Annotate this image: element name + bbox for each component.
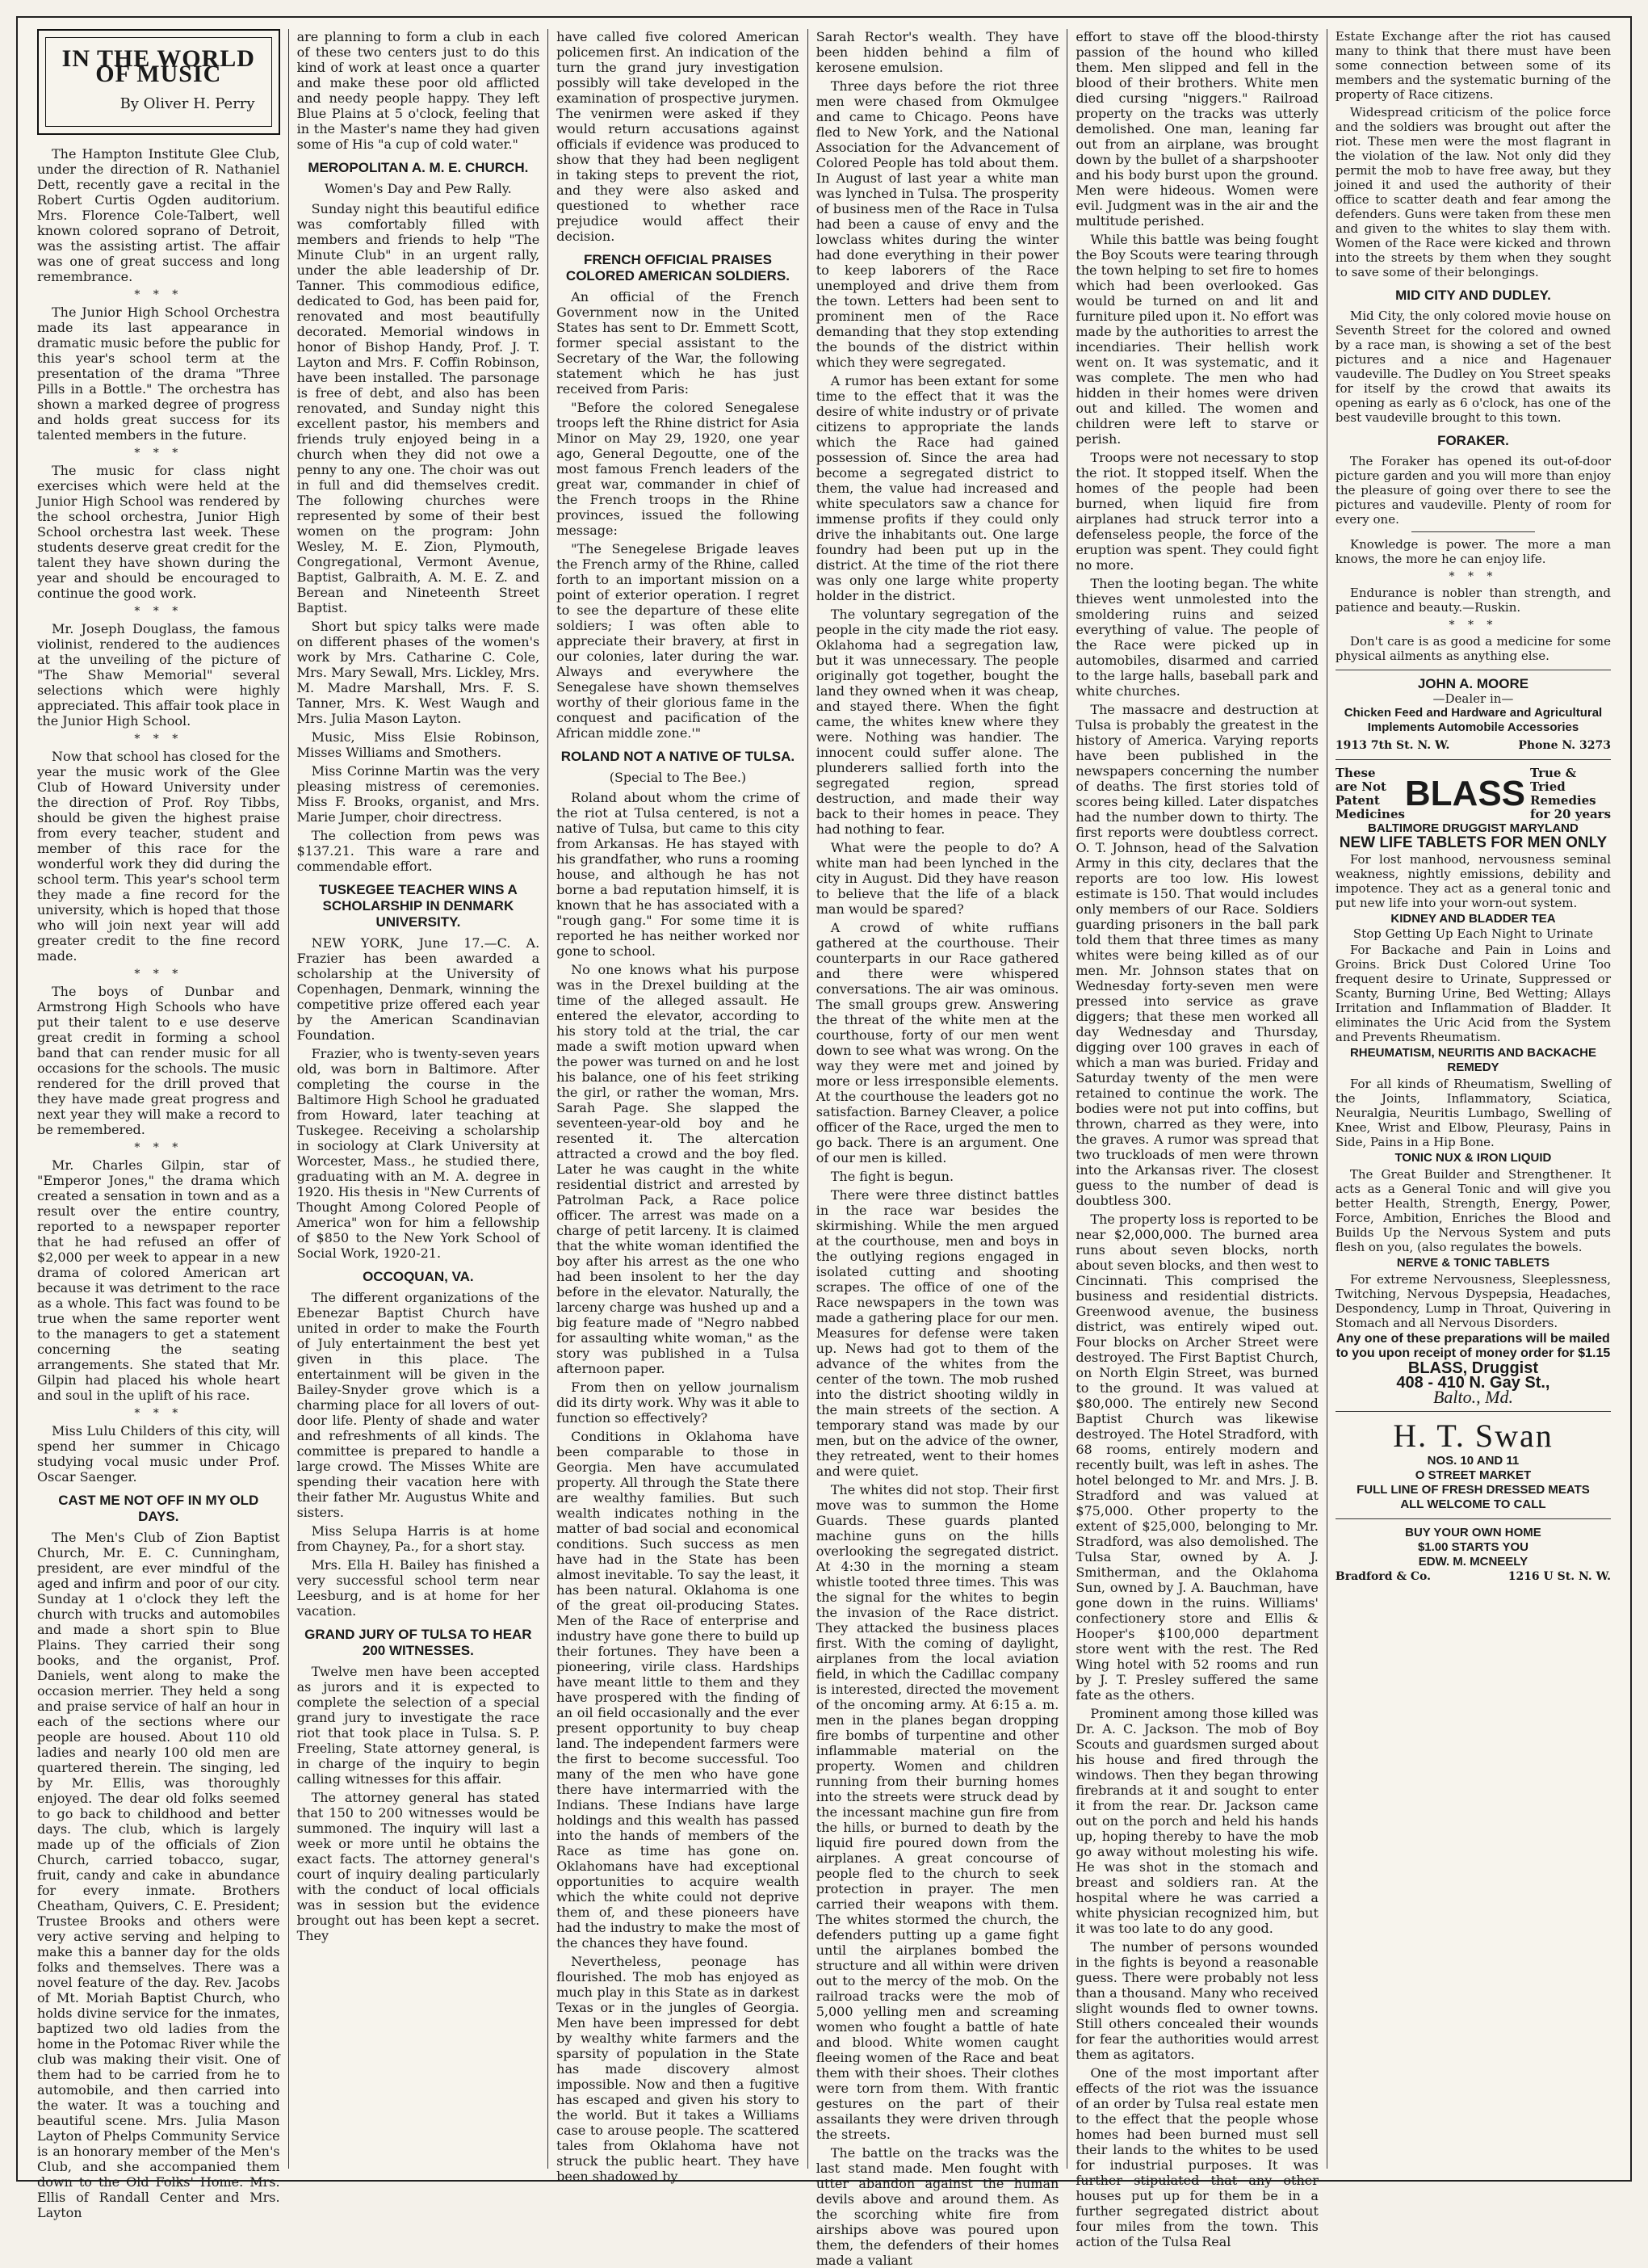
article-paragraph: are planning to form a club in each of these two centers just to do this kind of work at least once a quarter and make these poor old afflicted and needy people happy. They left Blue Plains at 5 o'clock, feeling that in the Master's name they had given some of His "a cup of cold water." bbox=[296, 29, 540, 152]
article-paragraph: effort to stave off the blood-thirsty passion of the hound who killed them. Men slipped and fell in the blood of their brothers. White men died cursing "niggers." Railroad property on the tracks was utterly demolished. One man, leaning far out from an airplane, was brought down by the bullet of a sharpshooter and his body burst upon the ground. Men were hideous. Women were evil. Judgment was in the air and the multitude perished. bbox=[1076, 29, 1319, 229]
article-paragraph: The property loss is reported to be near $2,000,000. The burned area runs about seven blocks, north about seven blocks, and then west to Cincinnati. This comprised the business and residential districts. Greenwood avenue, the business district, was entirely wiped out. Four blocks on Archer Street were destroyed. The First Baptist Church, on North Elgin Street, was burned to the ground. It was valued at $80,000. The entirely new Second Baptist Church was likewise destroyed. The Hotel Stradford, with 68 rooms, entirely modern and recently built, was left in ashes. The hotel belonged to Mr. and Mrs. J. B. Stradford and was valued at $75,000. Other property to the extent of $25,000, belonging to Mr. Stradford, was also demolished. The Tulsa Star, owned by A. J. Smitherman, and the Oklahoma Sun, owned by J. A. Bauchman, have gone down in the ruins. Williams' confectionery store and Ellis & Hooper's $100,000 department store went with the rest. The Red Wing hotel with 52 rooms and run by J. T. Presley suffered the same fate as the others. bbox=[1076, 1212, 1319, 1703]
divider-rule bbox=[1411, 531, 1536, 532]
article-paragraph: Then the looting began. The white thieves went unmolested into the smoldering ruins and seized everything of value. The people of the Race were picked up in automobiles, disarmed and carried to the large halls, baseball park and white churches. bbox=[1076, 576, 1319, 699]
article-paragraph: The number of persons wounded in the fights is beyond a reasonable guess. There were probably not less than a thousand. Many who received slight wounds fled to owner towns. Still others concealed their wounds for fear the authorities would arrest them as agitators. bbox=[1076, 1939, 1319, 2062]
column-grid bbox=[29, 29, 1619, 2268]
article-paragraph: Mr. Joseph Douglass, the famous violinist, rendered to the audiences at the unveiling of the picture of "The Shaw Memorial" several selections which were highly appreciated. This affair took place in the Junior High School. bbox=[37, 621, 280, 729]
ad-blass-right-line: True & Tried Remedies for 20 years bbox=[1530, 766, 1612, 821]
article-paragraph: Short but spicy talks were made on different phases of the women's work by Mrs. Catharine C. Cole, Mrs. Mary Sewall, Mrs. Lickley, Mrs. M. Madre Marshall, Mrs. F. S. Tanner, Mrs. K. West Waugh and Mrs. Julia Mason Layton. bbox=[296, 619, 540, 726]
column-2-text bbox=[297, 29, 540, 1943]
ad-blass-tonic-head: TONIC NUX & IRON LIQUID bbox=[1394, 1151, 1552, 1165]
ad-moore-goods: Chicken Feed and Hardware and Agricultural Implements Automobile Accessories bbox=[1344, 706, 1603, 734]
article-paragraph: The collection from pews was $137.21. This ware a rare and commendable effort. bbox=[296, 828, 540, 874]
column-1 bbox=[29, 29, 288, 2220]
ad-swan-nos: NOS. 10 AND 11 bbox=[1427, 1454, 1520, 1468]
ad-blass-life-text: For lost manhood, nervousness seminal weakness, nightly emissions, debility and impotence. They act as a general tonic and put new life into your worn-out system. bbox=[1335, 852, 1612, 910]
article-paragraph: "Before the colored Senegalese troops left the Rhine district for Asia Minor on May 29, 1920, one year ago, General Degoutte, one of the most famous French leaders of the great war, commander in chief of the French troops in the Rhine provinces, issued the following message: bbox=[556, 400, 799, 538]
ad-blass bbox=[1336, 759, 1611, 1405]
article-paragraph: From then on yellow journalism did its dirty work. Why was it able to function so effectively? bbox=[556, 1380, 799, 1426]
ad-blass-offer: Any one of these preparations will be mailed to you upon receipt of money order for $1.15 bbox=[1336, 1332, 1611, 1360]
ad-blass-tonic-text: The Great Builder and Strengthener. It acts as a General Tonic and will give you better Health, Strength, Energy, Power, Force, Ambition, Enriches the Blood and Builds Up the Nervous System and puts flesh on you, (also regulates the bowels. bbox=[1335, 1167, 1612, 1254]
article-paragraph: Frazier, who is twenty-seven years old, was born in Baltimore. After completing the course in the Baltimore High School he graduated from Howard, later teaching at Tuskegee. Receiving a scholarship in sociology at Clark University at Worcester, Mass., he studied there, graduating with an M. A. degree in 1920. His thesis in "New Currents of Thought Among Colored People of America" won for him a fellowship of $850 to the New York School of Social Work, 1920-21. bbox=[296, 1046, 540, 1261]
headline: MEROPOLITAN A. M. E. CHURCH. bbox=[308, 160, 529, 175]
article-paragraph: The fight is begun. bbox=[830, 1169, 954, 1184]
article-paragraph: Troops were not necessary to stop the riot. It stopped itself. When the homes of the people had been burned, when liquid fire from airplanes had struck terror into a defenseless people, the force of the eruption was spent. They could fight no more. bbox=[1076, 450, 1319, 573]
article-paragraph: Miss Selupa Harris is at home from Chayney, Pa., for a short stay. bbox=[296, 1523, 540, 1554]
headline: TUSKEGEE TEACHER WINS A SCHOLARSHIP IN DENMARK UNIVERSITY. bbox=[318, 882, 518, 930]
headline: FRENCH OFFICIAL PRAISES COLORED AMERICAN SOLDIERS. bbox=[565, 252, 790, 284]
article-paragraph: Miss Lulu Childers of this city, will spend her summer in Chicago studying vocal music under Prof. Oscar Saenger. bbox=[37, 1423, 280, 1485]
ad-moore-contact bbox=[1336, 738, 1611, 753]
article-paragraph: Sarah Rector's wealth. They have been hidden behind a film of kerosene emulsion. bbox=[816, 29, 1059, 75]
article-paragraph: Twelve men have been accepted as jurors and it is expected to complete the selection of a special grand jury to investigate the race riot that took place in Tulsa. S. P. Freeling, State attorney general, is in charge of the inquiry to begin calling witnesses for this affair. bbox=[296, 1664, 540, 1787]
ad-blass-rheum-text: For all kinds of Rheumatism, Swelling of the Joints, Inflammatory, Sciatica, Neuralgia, Neuritis Lumbago, Swelling of Knee, Wrist and Elbow, Pleurasy, Pains in Side, Pains in a Hip Bone. bbox=[1335, 1077, 1612, 1149]
column-2 bbox=[288, 29, 548, 2169]
article-paragraph: Now that school has closed for the year the music work of the Glee Club of Howard University under the direction of Prof. Roy Tibbs, should be given the highest praise from every teacher, student and member of this race for the wonderful work they did during the school term. This year's school term they made a fine record for the university, which is hoped that those who will join next year will add greater credit to the fine record made. bbox=[37, 749, 280, 964]
headline: FORAKER. bbox=[1437, 433, 1509, 448]
article-paragraph: The different organizations of the Ebenezar Baptist Church have united in order to make the Fourth of July entertainment the best yet given in this place. The entertainment will be given in the Bailey-Snyder grove which is a charming place for all lovers of out-door life. Plenty of shade and water and refreshments of all kinds. The committee is prepared to handle a large crowd. The Misses White are spending their vacation here with their father Mr. Augustus White and sisters. bbox=[296, 1290, 540, 1520]
column-5-text bbox=[1076, 29, 1319, 2249]
article-paragraph: The Foraker has opened its out-of-door picture garden and you will more than enjoy the pleasure of going over there to see the pictures and vaudeville. Plenty of room for every one. bbox=[1335, 454, 1612, 527]
column-6 bbox=[1327, 29, 1619, 2169]
headline: GRAND JURY OF TULSA TO HEAR 200 WITNESSES. bbox=[304, 1627, 532, 1658]
ad-blass-kidney-sub: Stop Getting Up Each Night to Urinate bbox=[1352, 926, 1593, 941]
article-paragraph: The Men's Club of Zion Baptist Church, Mr. E. C. Cunningham, president, are ever mindful of the aged and infirm and poor of our city. Sunday at 1 o'clock they left the church with trucks and automobiles and made a short spin to Blue Plains. They carried their song books, and the organist, Prof. Daniels, went along to make the occasion merrier. They held a song and praise service of half an hour in each of the sections where our people are housed. About 110 old ladies and nearly 100 old men are quartered therein. The singing, led by Mr. Ellis, was thoroughly enjoyed. The dear old folks seemed to go back to childhood and better days. The club, which is largely made up of the officials of Zion Church, carried tobacco, sugar, fruit, candy and cake in abundance for every inmate. Brothers Cheatham, Quivers, C. E. President; Trustee Brooks and others were very active serving and helping to make this a banner day for the olds folks and themselves. There was a novel feature of the day. Rev. Jacobs of Mt. Moriah Baptist Church, who holds divine service for the inmates, baptized two old ladies from the home in the Potomac River while the club was making their visit. One of them had to be carried from he to automobile, and then carried into the water. It was a touching and beautiful scene. Mrs. Julia Mason Layton of Phelps Community Service is an honorary member of the Men's Club, and she accompanied them down to the Old Folks' Home. Mrs. Ellis of Randall Center and Mrs. Layton bbox=[37, 1530, 280, 2220]
section-divider-stars: * * * bbox=[134, 1141, 183, 1154]
ad-moore-name: JOHN A. MOORE bbox=[1417, 676, 1529, 691]
article-paragraph: Miss Corinne Martin was the very pleasing mistress of ceremonies. Miss F. Brooks, organist, and Mrs. Marie Jumper, choir directress. bbox=[296, 763, 540, 825]
masthead-inner bbox=[45, 37, 272, 127]
ad-blass-kidney-head: KIDNEY AND BLADDER TEA bbox=[1390, 912, 1556, 926]
column-3 bbox=[547, 29, 807, 2184]
article-paragraph: Music, Miss Elsie Robinson, Misses Williams and Smothers. bbox=[296, 729, 540, 760]
column-1-text bbox=[37, 146, 280, 2220]
section-divider-stars: * * * bbox=[1449, 570, 1498, 583]
article-paragraph: have called five colored American policemen first. An indication of the turn the grand jury investigation possibly will take developed in the examination of prospective jurymen. The venirmen were asked if they would return accusations against officials if evidence was produced to show that they had been negligent in taking steps to prevent the riot, and they were also asked and questioned to whether race prejudice would affect their decision. bbox=[556, 29, 799, 244]
column-3-text bbox=[556, 29, 799, 2184]
article-paragraph: The voluntary segregation of the people in the city made the riot easy. Oklahoma had a segregation law, but it was unnecessary. The people originally got together, bought the land they owned when it was cheap, and stayed there. When the fight came, the whites knew where they were. Nothing was handier. The innocent could suffer alone. The plunderers sallied forth into the segregated region, spread destruction, and made their way back to their homes in peace. They had nothing to fear. bbox=[816, 607, 1059, 837]
section-divider-stars: * * * bbox=[134, 447, 183, 460]
ad-moore-address: 1913 7th St. N. W. bbox=[1335, 739, 1450, 752]
article-paragraph: The boys of Dunbar and Armstrong High Schools who have put their talent to e use deserve great credit in forming a school band that can render music for all occasions for the schools. The music rendered for the drill proved that they have made great progress and next year they will make a record to be remembered. bbox=[37, 984, 280, 1137]
article-paragraph: Don't care is as good a medicine for some physical ailments as anything else. bbox=[1335, 634, 1612, 663]
article-paragraph: The whites did not stop. Their first move was to summon the Home Guards. These guards planted machine guns on the hills overlooking the segregated district. At 4:30 in the morning a steam whistle tooted three times. This was the signal for the whites to begin the invasion of the Race district. They attacked the business places first. With the coming of daylight, airplanes from the local aviation field, in which the Cadillac company is interested, directed the movement of the oncoming army. At 6:15 a. m. men in the planes began dropping fire bombs of turpentine and other inflammable material on the property. Women and children running from their burning homes into the streets were struck dead by the incessant machine gun fire from the hills, or burned to death by the liquid fire poured down from the airplanes. A great concourse of people fled to the church to seek protection in prayer. The men carried their weapons with them. The whites stormed the church, the defenders putting up a game fight until the airplanes bombed the structure and all within were driven out to the mercy of the mob. On the railroad tracks were the mob of 5,000 yelling men and screaming women who fought a battle of hate and blood. White women caught fleeing women of the Race and beat them with their shoes. Their clothes were torn from them. With frantic gestures on the part of their assailants they were driven through the streets. bbox=[816, 1482, 1059, 2142]
article-paragraph: Prominent among those killed was Dr. A. C. Jackson. The mob of Boy Scouts and guardsmen surged about his house and fired through the windows. Then they began throwing firebrands at it and sought to enter it from the rear. Dr. Jackson came out on the porch and held his hands up, hoping thereby to have the mob go away without molesting his wife. He was shot in the stomach and breast and soldiers ran. At the hospital where he was carried a white physician recognized him, but it was too late to do any good. bbox=[1076, 1706, 1319, 1936]
ad-home-footer bbox=[1336, 1569, 1611, 1584]
article-paragraph: The Junior High School Orchestra made its last appearance in dramatic music before the public for this year's school term at the presentation of the drama "Three Pills in a Bottle." The orchestra has shown a marked degree of progress and holds great success for its talented members in the future. bbox=[37, 304, 280, 443]
article-paragraph: Mr. Charles Gilpin, star of "Emperor Jones," the drama which created a sensation in town and as a result over the entire country, reported to a newspaper reporter that he had refused an offer of $2,000 per week to appear in a new drama of colored American art because it was detriment to the race as a whole. This fact was found to be true when the same reporter went to the managers to get a statement concerning the seating arrangements. She stated that Mr. Gilpin had placed his whole heart and soul in the uplift of his race. bbox=[37, 1157, 280, 1403]
masthead-byline: By Oliver H. Perry bbox=[120, 95, 255, 112]
ad-blass-kidney-text: For Backache and Pain in Loins and Groins. Brick Dust Colored Urine Too frequent desire to Urinate, Suppressed or Scanty, Burning Urine, Bed Wetting; Allays Irritation and Inflammation of Bladder. It eliminates the Uric Acid from the System and Prevents Rheumatism. bbox=[1335, 943, 1612, 1044]
newspaper-page bbox=[16, 16, 1632, 2268]
section-divider-stars: * * * bbox=[134, 1407, 183, 1420]
article-paragraph: The music for class night exercises which were held at the Junior High School was rendered by the school orchestra, Junior High School orchestra last week. These students deserve great credit for the talent they have shown during the year and should be encouraged to continue the good work. bbox=[37, 463, 280, 601]
article-paragraph: Knowledge is power. The more a man knows, the more he can enjoy life. bbox=[1335, 537, 1612, 566]
section-divider-stars: * * * bbox=[134, 733, 183, 746]
article-paragraph: Sunday night this beautiful edifice was comfortably filled with members and friends to help "The Minute Club" in an urgent rally, under the able leadership of Dr. Tanner. This commodious edifice, dedicated to God, has been paid for, renovated and most beautifully decorated. Memorial windows in honor of Bishop Handy, Prof. J. T. Layton and Mrs. F. Coffin Robinson, have been installed. The parsonage is free of debt, and also has been renovated, and Sunday night this excellent pastor, his members and friends truly enjoyed being in a church when they did not owe a penny to any one. The choir was out in full and did themselves credit. The following churches were represented by some of their best women on the program: John Wesley, M. E. Zion, Plymouth, Congregational, Vermont Avenue, Baptist, Galbraith, A. M. E. Z. and Berean and Nineteenth Street Baptist. bbox=[296, 201, 540, 615]
article-paragraph: What were the people to do? A white man had been lynched in the city in August. Did they have reason to believe that the life of a black man would be spared? bbox=[816, 840, 1059, 917]
ad-moore-dealer: —Dealer in— bbox=[1432, 691, 1514, 706]
article-paragraph: The battle on the tracks was the last stand made. Men fought with utter abandon against the human devils above and around them. As the scorching white fire from airships above was poured upon them, the defenders of their homes made a valiant bbox=[816, 2145, 1059, 2268]
ad-blass-left-line: These are Not Patent Medicines bbox=[1335, 766, 1405, 821]
article-paragraph: Mrs. Ella H. Bailey has finished a very successful school term near Leesburg, and is at home for her vacation. bbox=[296, 1557, 540, 1619]
headline: MID CITY AND DUDLEY. bbox=[1395, 288, 1551, 303]
article-paragraph: "The Senegelese Brigade leaves the French army of the Rhine, called forth to an important mission on a point of exterior operation. I regret to see the departure of these elite soldiers; I was often able to appreciate their bravery, at first in our colonies, later during the war. Always and everywhere the Senegalese have shown themselves worthy of their glorious fame in the conquest and pacification of the African middle zone.'" bbox=[556, 541, 799, 741]
ad-blass-header bbox=[1336, 766, 1611, 821]
article-paragraph: Three days before the riot three men were chased from Okmulgee and came to Chicago. Peons have fled to New York, and the National Association for the Advancement of Colored People has told about them. In August of last year a white man was lynched in Tulsa. The prosperity of business men of the Race in Tulsa had been a cause of envy and the lowclass whites during the winter had done everything in their power to keep laborers of the Race unemployed and drive them from the town. Letters had been sent to prominent men of the Race demanding that they stop extending the bounds of the district within which they were segregated. bbox=[816, 78, 1059, 370]
ad-blass-rheum-head: RHEUMATISM, NEURITIS AND BACKACHE REMEDY bbox=[1349, 1046, 1596, 1074]
article-paragraph: The attorney general has stated that 150 to 200 witnesses would be summoned. The inquiry will last a week or more until he obtains the exact facts. The attorney general's court of inquiry dealing particularly with the conduct of local officials was in session but the evidence brought out has been kept a secret. They bbox=[296, 1790, 540, 1943]
article-paragraph: No one knows what his purpose was in the Drexel building at the time of the alleged assault. He entered the elevator, according to his story told at the trial, the car made a swift motion upward when the power was turned on and he lost his balance, one of his feet striking the girl, or rather the woman, Mrs. Sarah Page. She slapped the seventeen-year-old boy and he resented it. The altercation attracted a crowd and the boy fled. Later he was caught in the white residential district and arrested by Patrolman Pack, a Race police officer. The arrest was made on a charge of petit larceny. It is claimed that the white woman identified the boy after his arrest as the one who had been insolent to her the day before in the elevator. Naturally, the larceny charge was hushed up and a big feature made of "Negro nabbed for assaulting white woman," as the story was published in a Tulsa afternoon paper. bbox=[556, 962, 799, 1376]
column-4-text bbox=[816, 29, 1059, 2268]
ad-swan-welcome: ALL WELCOME TO CALL bbox=[1400, 1497, 1546, 1511]
article-paragraph: Nevertheless, peonage has flourished. The mob has enjoyed as much play in this State as in darkest Texas or in the jungles of Georgia. Men have been impressed for debt by wealthy white farmers and the sparsity of population in the State has made discovery almost impossible. Now and then a fugitive has escaped and given his story to the world. But it takes a Williams case to arouse people. The scattered tales from Oklahoma have not struck the public heart. They have been shadowed by bbox=[556, 1954, 799, 2184]
article-paragraph: Roland about whom the crime of the riot at Tulsa centered, is not a native of Tulsa, but came to this city from Arkansas. He has stayed with his grandfather, who runs a rooming house, and although he has not borne a bad reputation himself, it is known that he has associated with a "rough gang." For some time it is reported he has neither worked nor gone to school. bbox=[556, 790, 799, 959]
ad-blass-city: Balto., Md. bbox=[1432, 1387, 1513, 1407]
article-paragraph: An official of the French Government now in the United States has sent to Dr. Emmett Scott, former special assistant to the Secretary of the War, the following statement which he has just received from Paris: bbox=[556, 289, 799, 397]
ad-blass-druggist: BLASS, Druggist bbox=[1407, 1359, 1539, 1377]
article-paragraph: While this battle was being fought the Boy Scouts were tearing through the town helping to set fire to homes which had been overlooked. Gas would be turned on and lit and furniture piled upon it. No effort was made by the authorities to arrest the incendiaries. Their hellish work went on. It was systematic, and it was complete. The men who had hidden in their homes were driven out and killed. The women and children were left to starve or perish. bbox=[1076, 232, 1319, 447]
article-paragraph: The massacre and destruction at Tulsa is probably the greatest in the history of America. Varying reports have been published in the newspapers concerning the number of deaths. The first stories told of scores being killed. Later dispatches had the number down to thirty. The first reports were doubtless correct. O. T. Johnson, head of the Salvation Army in this city, declares that the reports are too low. His lowest estimate is 150. That would includes only members of our Race. Soldiers guarding prisoners in the ball park told them that three times as many whites were being killed as of our men. Mr. Johnson states that on Wednesday forty-seven men were pressed into service as grave diggers; that these men worked all day Wednesday and Thursday, digging over 100 graves in each of which a man was buried. Friday and Saturday twenty of the men were retained to continue the work. The bodies were not put into coffins, but thrown, charred as they were, into the graves. A rumor was spread that two truckloads of men were thrown into the Arkansas river. The closest guess to the number of dead is doubtless 300. bbox=[1076, 702, 1319, 1208]
section-divider-stars: * * * bbox=[1449, 619, 1498, 632]
headline: CAST ME NOT OFF IN MY OLD DAYS. bbox=[58, 1493, 259, 1524]
ad-blass-nerve-head: NERVE & TONIC TABLETS bbox=[1396, 1256, 1550, 1270]
article-paragraph: Estate Exchange after the riot has caused many to think that there must have been some connection between some of its members and the systematic burning of the property of Race citizens. bbox=[1335, 29, 1612, 102]
column-4 bbox=[807, 29, 1067, 2268]
article-paragraph: The Hampton Institute Glee Club, under the direction of R. Nathaniel Dett, recently gave a recital in the Robert Curtis Ogden auditorium. Mrs. Florence Cole-Talbert, well known colored soprano of Detroit, was the assisting artist. The affair was one of great success and long remembrance. bbox=[37, 146, 280, 284]
ad-blass-brand: BLASS bbox=[1404, 774, 1526, 813]
ad-home-firm: Bradford & Co. bbox=[1335, 1570, 1431, 1583]
ad-buy-home bbox=[1336, 1518, 1611, 1584]
article-paragraph: A crowd of white ruffians gathered at the courthouse. Their counterparts in our Race gathered and there were whispered conversations. The air was ominous. The small groups grew. Answering the threat of the white men at the courthouse, forty of our men went down to see what was wrong. On the way they were met and joined by more or less irresponsible elements. At the courthouse the leaders got no satisfaction. Barney Cleaver, a police officer of the Race, urged the men to go back. There is an argument. One of our men is killed. bbox=[816, 920, 1059, 1166]
column-6-text bbox=[1336, 29, 1611, 663]
masthead-box bbox=[37, 29, 280, 135]
section-divider-stars: * * * bbox=[134, 605, 183, 618]
ad-moore-phone: Phone N. 3273 bbox=[1518, 739, 1612, 752]
ad-home-starts: $1.00 STARTS YOU bbox=[1417, 1540, 1528, 1554]
section-divider-stars: * * * bbox=[134, 968, 183, 981]
ad-blass-address: 408 - 410 N. Gay St., bbox=[1396, 1374, 1550, 1392]
ad-home-address: 1216 U St. N. W. bbox=[1508, 1570, 1612, 1583]
subheadline: (Special to The Bee.) bbox=[609, 770, 747, 785]
article-paragraph: Endurance is nobler than strength, and patience and beauty.—Ruskin. bbox=[1335, 586, 1612, 615]
ad-swan-name: H. T. Swan bbox=[1393, 1418, 1554, 1454]
section-divider-stars: * * * bbox=[134, 288, 183, 301]
ad-blass-headline: NEW LIFE TABLETS FOR MEN ONLY bbox=[1339, 834, 1608, 851]
ad-home-headline: BUY YOUR OWN HOME bbox=[1405, 1526, 1541, 1539]
subheadline: Women's Day and Pew Rally. bbox=[324, 181, 512, 196]
ad-swan-market: O STREET MARKET bbox=[1415, 1468, 1532, 1482]
ad-home-agent: EDW. M. MCNEELY bbox=[1418, 1555, 1528, 1569]
ad-swan-line: FULL LINE OF FRESH DRESSED MEATS bbox=[1357, 1483, 1590, 1497]
article-paragraph: One of the most important after effects of the riot was the issuance of an order by Tulsa real estate men to the effect that the people whose homes had been burned must sell their lands to the whites to be used for industrial purposes. It was further stipulated that any other houses put up for them be in a further segregated district about four miles from the town. This action of the Tulsa Real bbox=[1076, 2065, 1319, 2249]
article-paragraph: Widespread criticism of the police force and the soldiers was brought out after the riot. These men were the most flagrant in the violation of the law. Not only did they permit the mob to have free away, but they joined it and used the authority of their office to scatter death and fear among the defenders. Guns were taken from these men and given to the whites to slay them with. Women of the Race were kicked and thrown into the streets by them when they sought to save some of their belongings. bbox=[1335, 105, 1612, 279]
ad-swan bbox=[1336, 1411, 1611, 1512]
article-paragraph: There were three distinct battles in the race war besides the skirmishing. While the men argued at the courthouse, men and boys in the outlying regions engaged in isolated cutting and shooting scrapes. The office of one of the Race newspapers in the town was made a gathering place for our men. Measures for defense were taken up. News had got to them of the advance of the whites from the center of the town. The mob rushed into the district shooting wildly in the main streets of the section. A temporary stand was made by our men, but on the advice of the owner, they retreated, went to their homes and were quiet. bbox=[816, 1187, 1059, 1479]
headline: OCCOQUAN, VA. bbox=[363, 1269, 474, 1284]
article-paragraph: NEW YORK, June 17.—C. A. Frazier has been awarded a scholarship at the University of Copenhagen, Denmark, winning the competitive prize offered each year by the American Scandinavian Foundation. bbox=[296, 935, 540, 1043]
ad-john-moore bbox=[1336, 670, 1611, 753]
article-paragraph: Mid City, the only colored movie house on Seventh Street for the colored and owned by a race man, is showing a set of the best pictures and a nice and Hagenauer vaudeville. The Dudley on You Street speaks for itself by the crowd that awaits its opening as early as 6 o'clock, has one of the best vaudeville brought to this town. bbox=[1335, 309, 1612, 425]
masthead-title: IN THE WORLD OF MUSIC bbox=[61, 45, 255, 87]
column-5 bbox=[1067, 29, 1327, 2249]
ad-blass-nerve-text: For extreme Nervousness, Sleeplessness, Twitching, Nervous Dyspepsia, Headaches, Despondency, Lump in Throat, Quivering in Stomach and all Nervous Disorders. bbox=[1335, 1272, 1612, 1330]
article-paragraph: A rumor has been extant for some time to the effect that it was the desire of white industry or of private citizens to appropriate the lands which the Race had gained possession of. Since the area had become a segregated district to them, the value had increased and white speculators saw a chance for immense profits if they could only drive the inhabitants out. One large foundry had been put up in the district. At the time of the riot there was only one large white property holder in the district. bbox=[816, 373, 1059, 603]
article-paragraph: Conditions in Oklahoma have been comparable to those in Georgia. Men have accumulated property. All through the State there are wealthy families. But such wealth indicates nothing in the matter of bad social and economical conditions. Such success as men have had in the State has been almost inevitable. To say the least, it has been natural. Oklahoma is one of the great oil-producing States. Men of the Race of enterprise and industry have gone there to build up their fortunes. They have been a pioneering, virile class. Hardships have meant little to them and they have prospered with the finding of an oil field occasionally and the ever present opportunity to buy cheap land. The independent farmers were the first to become successful. Too many of the men who have gone there have intermarried with the Indians. These Indians have large holdings and this wealth has passed into the hands of members of the Race as time has gone on. Oklahomans have had exceptional opportunities to acquire wealth which the white could not deprive them of, and these pioneers have had the industry to make the most of the chances they have found. bbox=[556, 1429, 799, 1951]
ad-blass-sub: BALTIMORE DRUGGIST MARYLAND bbox=[1368, 821, 1579, 835]
headline: ROLAND NOT A NATIVE OF TULSA. bbox=[560, 749, 795, 764]
